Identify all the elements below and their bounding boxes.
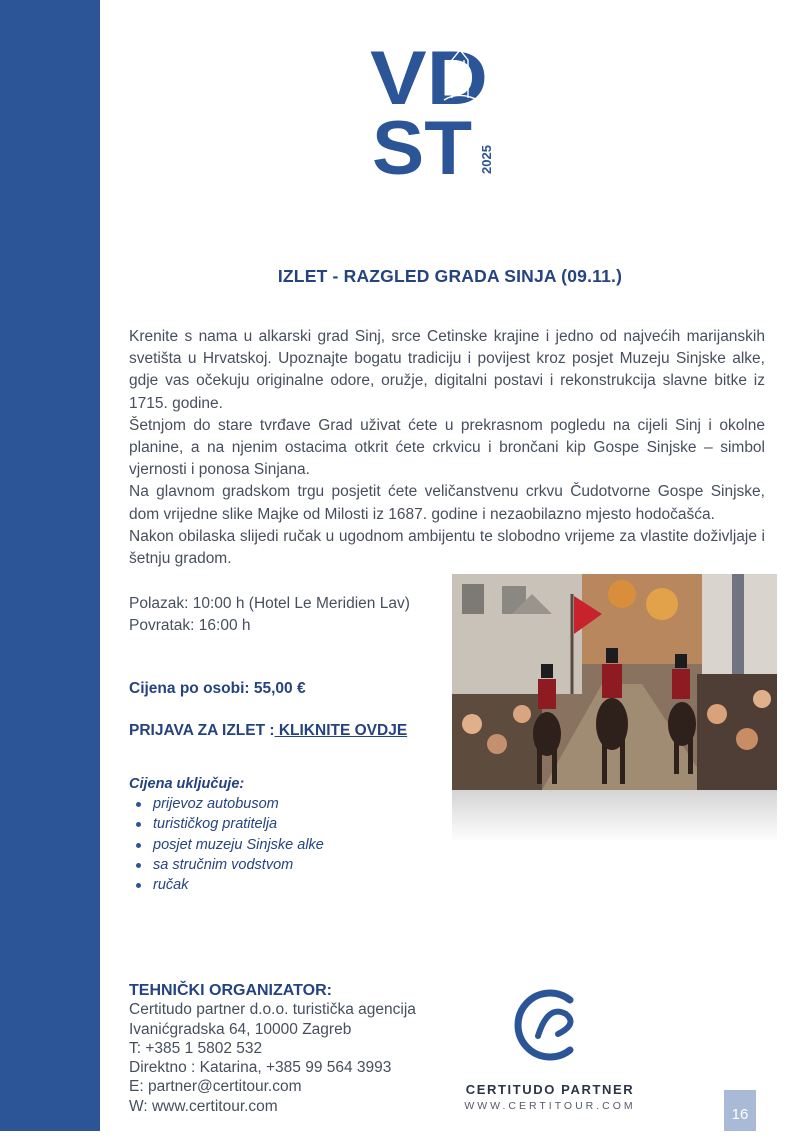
organizer-email: E: partner@certitour.com — [129, 1078, 302, 1096]
page-title: IZLET - RAZGLED GRADA SINJA (09.11.) — [277, 266, 623, 286]
certitudo-c-logo-icon — [508, 984, 588, 1066]
signup-link[interactable]: KLIKNITE OVDJE — [274, 722, 408, 739]
logo-line1: VD — [370, 42, 488, 121]
partner-name: CERTITUDO PARTNER — [465, 1082, 635, 1097]
list-item: ručak — [153, 875, 324, 895]
alka-horsemen-photo — [452, 574, 777, 790]
description-paragraph: Na glavnom gradskom trgu posjetit ćete veličanstvenu crkvu Čudotvorne Gospe Sinjske, dom vrijedne slike Majke od Milosti iz 1687. godine i nezaobilazno mjesto hodočašća. — [129, 483, 765, 523]
return-time: Povratak: 16:00 h — [129, 617, 251, 634]
organizer-direct-contact: Direktno : Katarina, +385 99 564 3993 — [129, 1059, 392, 1077]
departure-time: Polazak: 10:00 h (Hotel Le Meridien Lav) — [129, 595, 410, 612]
organizer-company: Certitudo partner d.o.o. turistička agencija — [129, 1001, 416, 1019]
includes-list — [129, 794, 324, 895]
description-paragraph: Krenite s nama u alkarski grad Sinj, srce Cetinske krajine i jedno od najvećih marijanskih svetišta u Hrvatskoj. Upoznajte bogatu tradiciju i povijest kroz posjet Muzeju Sinjske alke, gdje vas očekuju originalne odore, oružje, digitalni postavi i rekonstrukcija slavne bitke iz 1715. godine. — [129, 328, 765, 412]
price-includes — [129, 776, 324, 895]
description — [129, 326, 765, 570]
list-item: turističkog pratitelja — [153, 814, 324, 834]
includes-heading: Cijena uključuje: — [129, 776, 245, 792]
photo-shadow — [452, 790, 777, 842]
price-per-person: Cijena po osobi: 55,00 € — [129, 680, 306, 697]
vdst-logo — [370, 42, 494, 176]
list-item: sa stručnim vodstvom — [153, 855, 324, 875]
technical-organizer — [129, 981, 416, 1116]
signup-line — [129, 722, 407, 740]
page-number: 16 — [724, 1090, 756, 1131]
signup-label: PRIJAVA ZA IZLET : — [129, 722, 275, 739]
organizer-address: Ivanićgradska 64, 10000 Zagreb — [129, 1020, 352, 1038]
description-paragraph: Nakon obilaska slijedi ručak u ugodnom ambijentu te slobodno vrijeme za vlastite doživljaje i šetnju gradom. — [129, 527, 765, 568]
logo-year: 2025 — [479, 145, 494, 174]
organizer-phone: T: +385 1 5802 532 — [129, 1039, 263, 1057]
organizer-website: W: www.certitour.com — [129, 1097, 278, 1115]
list-item: prijevoz autobusom — [153, 794, 324, 814]
logo-line2: ST — [372, 106, 472, 176]
organizer-heading: TEHNIČKI ORGANIZATOR: — [129, 982, 332, 999]
left-sidebar-band — [0, 0, 100, 1131]
description-paragraph: Šetnjom do stare tvrđave Grad uživat ćete u prekrasnom pogledu na cijeli Sinj i okolne planine, a na njenim ostacima otkrit ćete crkvicu i brončani kip Gospe Sinjske – simbol vjernosti i ponosa Sinjana. — [129, 416, 765, 479]
list-item: posjet muzeju Sinjske alke — [153, 835, 324, 855]
partner-website: WWW.CERTITOUR.COM — [464, 1100, 636, 1112]
schedule — [129, 593, 410, 637]
